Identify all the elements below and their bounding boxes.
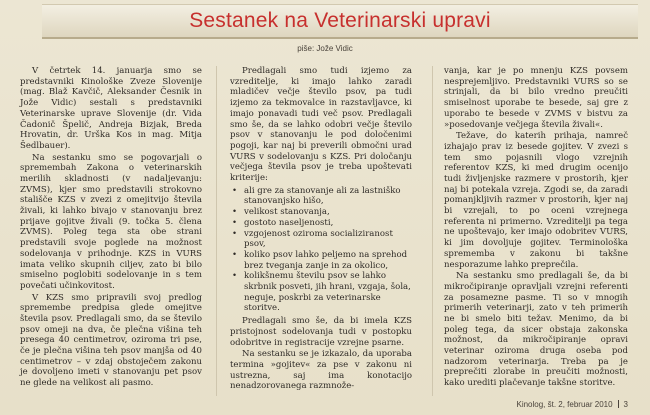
text-column-3 <box>444 66 628 389</box>
list-item: • koliko psov lahko peljemo na sprehod brez tveganja zanje in za okolico, <box>230 250 412 271</box>
column-divider <box>432 66 433 396</box>
article-title: Sestanek na Veterinarski upravi <box>189 9 491 32</box>
list-item: • ali gre za stanovanje ali za lastniško stanovanjsko hišo, <box>230 186 412 207</box>
paragraph: Na sestanku smo predlagali še, da bi mikročipiranje opravljali vzrejni referenti za posamezne pasme. Ti so v mnogih primerih veterinarji, zato v teh primerih ne bi smelo biti težav. Menimo, da bi poleg tega, da sicer obstaja zakonska možnost, da mikročipiranje opravi veterinar oziroma druga oseba pod nadzorom veterinarja. Treba pa je preprečiti zlorabe in preučiti možnosti, kako urediti plačevanje takšne storitve. <box>444 271 628 389</box>
issue-info: Kinolog, št. 2, februar 2010 <box>516 400 613 409</box>
page-number: 3 <box>623 400 628 409</box>
text-column-2 <box>230 66 412 392</box>
page-footer <box>516 400 628 409</box>
criteria-list <box>230 186 412 314</box>
footer-separator <box>618 400 619 408</box>
list-item: • gostoto naseljenosti, <box>230 218 412 229</box>
paragraph: Predlagali smo tudi izjemo za vzreditelje, ki imajo lahko zaradi mladičev večje število psov, pa tudi izjemo za tekmovalce in razstavljavce, ki imajo ponavadi tudi več psov. Predlagali smo še, da se lahko odobri večje število psov v stanovanju le pod določenimi pogoji, kar naj bi preverili območni urad VURS v sodelovanju s KZS. Pri določanju večjega števila psov je treba upoštevati kriterije: <box>230 66 412 184</box>
column-divider <box>216 66 217 396</box>
paragraph: vanja, kar je po mnenju KZS povsem nesprejemljivo. Predstavniki VURS so se strinjali, da bi bilo vredno preučiti smiselnost uporabe te besede, saj gre z uporabo te besede v ZVMS v bistvu za »posedovanje večjega števila živali«. <box>444 66 628 130</box>
paragraph: V KZS smo pripravili svoj predlog spremembe predpisa glede omejitve števila psov. Predlagali smo, da se število psov omeji na dva, če plečna višina teh presega 40 centimetrov, oziroma tri pse, če je plečna višina teh psov manjša od 40 centimetrov – v zdaj obstoječem zakonu je dovoljeno imeti v stanovanju pet psov ne glede na velikost ali pasmo. <box>20 292 202 389</box>
paragraph: V četrtek 14. januarja smo se predstavniki Kinološke Zveze Slovenije (mag. Blaž Kavčič, Aleksander Česnik in Jože Vidic) sestali s predstavniki Veterinarske uprave Slovenije (dr. Vida Čadonič Špelič, Andreja Bizjak, Breda Hrovatin, dr. Urška Kos in mag. Mitja Šedlbauer). <box>20 66 202 151</box>
paragraph: Predlagali smo še, da bi imela KZS pristojnost sodelovanja tudi v postopku odobritve in registracije vzrejne psarne. <box>230 316 412 348</box>
text-column-1 <box>20 66 202 389</box>
paragraph: Na sestanku smo se pogovarjali o spremembah Zakona o veterinarskih merilih skladnosti (v nadaljevanju: ZVMS), kjer smo predstavili strokovno stališče KZS v zvezi z omejitvijo števila živali, ki lahko bivajo v stanovanju brez prijave gojitve živali (9. točka 5. člena ZVMS). Poleg tega sta obe strani predstavili svoje poglede na možnost sodelovanja v prihodnje. KZS in VURS imata veliko skupnih ciljev, zato bi bilo smiselno poglobiti sodelovanje in s tem povečati učinkovitost. <box>20 152 202 291</box>
article-author: piše: Jože Vidic <box>297 44 353 53</box>
list-item: • vzgojenost oziroma socializiranost psov, <box>230 229 412 250</box>
paragraph: Na sestanku se je izkazalo, da uporaba termina »gojitev« za pse v zakonu ni ustrezna, saj ima konotacijo nenadzorovanega razmnože- <box>230 349 412 392</box>
list-item: • velikost stanovanja, <box>230 207 412 218</box>
title-banner <box>42 4 638 39</box>
paragraph: Težave, do katerih prihaja, namreč izhajajo prav iz besede gojitev. V zvezi s tem smo pojasnili vlogo vzrejnih referentov KZS, ki med drugim ocenijo tudi življenjske razmere v prostorih, kjer naj bi potekala vzreja. Zgodi se, da zaradi pomanjkljivih razmer v prostorih, kjer naj bi vzrejali, to po oceni vzrejnega referenta ni primerno. Vzreditelji pa tega ne upoštevajo, ker imajo odobritev VURS, ki jim dovoljuje gojitev. Terminološka sprememba v zakonu bi takšne nesporazume lahko preprečila. <box>444 131 628 270</box>
list-item: • kolikšnemu številu psov se lahko skrbnik posveti, jih hrani, vzgaja, šola, neguje, poskrbi za veterinarske storitve. <box>230 271 412 314</box>
